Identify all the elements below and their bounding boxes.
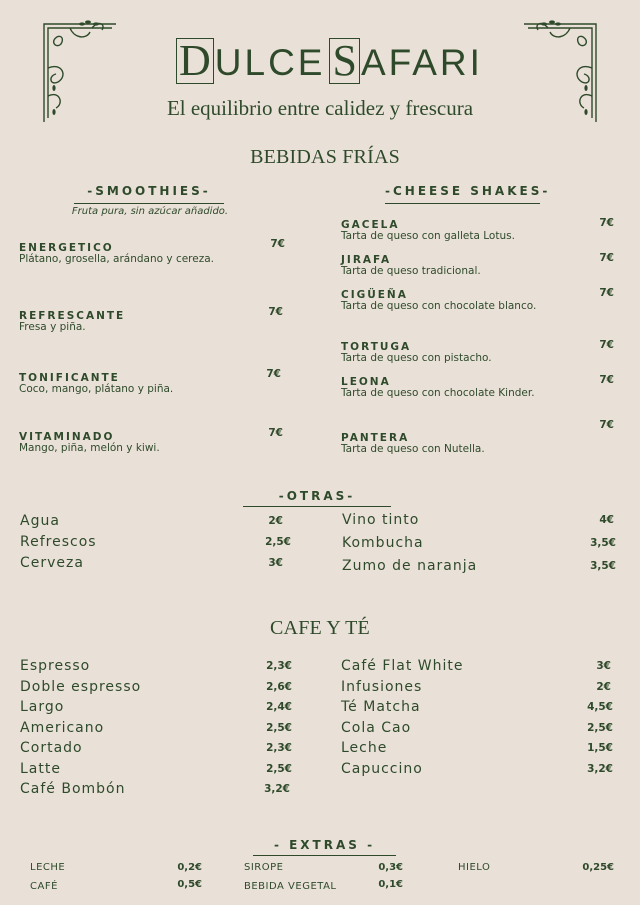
item-name: VITAMINADO	[19, 431, 115, 443]
row-price: 2,5€	[265, 536, 291, 548]
extras-underline	[253, 855, 396, 856]
cheese-shake-item	[341, 337, 614, 366]
item-description: Tarta de queso con galleta Lotus.	[341, 230, 515, 242]
cheese-shake-item	[341, 372, 614, 401]
item-price: 7€	[599, 217, 614, 229]
logo-text-dulce: ULCE	[214, 42, 326, 83]
item-name: REFRESCANTE	[19, 310, 126, 322]
row-name: Infusiones	[341, 678, 423, 695]
menu-row	[20, 760, 292, 781]
tagline: El equilibrio entre calidez y frescura	[166, 96, 474, 120]
row-price: 2,3€	[266, 742, 292, 754]
menu-row	[341, 739, 613, 760]
menu-row	[341, 719, 613, 740]
item-description: Fresa y piña.	[19, 321, 86, 333]
row-price: 2,5€	[587, 721, 613, 734]
item-description: Tarta de queso tradicional.	[341, 265, 481, 277]
row-price: 3,5€	[590, 537, 616, 549]
item-price: 7€	[599, 287, 614, 299]
row-name: Kombucha	[342, 535, 424, 551]
row-name: Café Bombón	[20, 781, 126, 797]
smoothie-item	[19, 368, 289, 397]
smoothie-item	[19, 238, 289, 267]
row-name: Americano	[20, 719, 105, 736]
logo-initial-d: D	[176, 38, 214, 84]
menu-row	[20, 780, 292, 801]
menu-row	[20, 554, 285, 575]
row-name: Café Flat White	[341, 658, 464, 674]
smoothie-item	[19, 306, 289, 335]
menu-row	[341, 657, 613, 678]
row-price: 3€	[268, 557, 283, 569]
row-name: Cerveza	[20, 555, 84, 571]
row-price: 2,5€	[266, 762, 292, 775]
row-name: Largo	[20, 699, 65, 715]
others-right-column	[342, 511, 616, 580]
smoothie-item	[19, 427, 289, 456]
menu-row	[342, 534, 616, 557]
cheese-shakes-underline	[385, 203, 540, 204]
menu-row	[342, 511, 616, 534]
smoothies-note: Fruta pura, sin azúcar añadido.	[71, 206, 229, 217]
item-description: Tarta de queso con Nutella.	[341, 443, 485, 455]
smoothies-heading: -SMOOTHIES-	[87, 184, 211, 198]
row-name: Té Matcha	[341, 699, 421, 715]
row-name: Agua	[20, 513, 60, 529]
logo-initial-s: S	[329, 38, 359, 84]
section-title-cold-drinks: BEBIDAS FRÍAS	[250, 146, 400, 168]
item-name: LEONA	[341, 376, 391, 388]
row-name: Capuccino	[341, 760, 423, 777]
item-price: 7€	[599, 252, 614, 264]
item-price: 7€	[266, 368, 281, 380]
cheese-shakes-heading: -CHEESE SHAKES-	[385, 184, 551, 198]
extra-price: 0,2€	[177, 862, 202, 873]
menu-row	[20, 657, 292, 678]
row-name: Vino tinto	[342, 512, 420, 528]
item-price: 7€	[599, 374, 614, 386]
extra-price: 0,3€	[378, 862, 403, 873]
others-left-column	[20, 512, 291, 575]
extra-price: 0,5€	[177, 879, 202, 890]
cheese-shake-item	[341, 419, 614, 457]
extra-price: 0,25€	[582, 862, 614, 873]
extra-name: CAFÉ	[30, 881, 58, 892]
brand-logo	[176, 32, 483, 85]
item-price: 7€	[599, 419, 614, 431]
row-price: 2,4€	[266, 701, 292, 713]
smoothies-underline	[74, 203, 224, 204]
row-price: 3,2€	[264, 783, 290, 795]
cheese-shake-item	[341, 215, 614, 244]
item-price: 7€	[268, 427, 283, 439]
row-price: 4,5€	[587, 701, 613, 713]
extra-name: BEBIDA VEGETAL	[244, 881, 337, 892]
row-price: 3€	[596, 660, 611, 672]
item-name: PANTERA	[341, 432, 410, 444]
extra-price: 0,1€	[378, 879, 403, 890]
item-description: Tarta de queso con chocolate Kinder.	[341, 387, 535, 399]
row-price: 2,5€	[266, 721, 292, 734]
row-name: Refrescos	[20, 534, 97, 550]
item-description: Coco, mango, plátano y piña.	[19, 383, 174, 395]
item-description: Mango, piña, melón y kiwi.	[19, 442, 160, 454]
row-name: Cortado	[20, 740, 83, 756]
item-price: 7€	[599, 339, 614, 351]
item-price: 7€	[268, 306, 283, 318]
item-name: CIGÜEÑA	[341, 289, 408, 301]
row-price: 1,5€	[587, 742, 613, 754]
row-price: 2,6€	[266, 680, 292, 693]
menu-row	[20, 533, 291, 554]
menu-row	[20, 512, 285, 533]
menu-row	[20, 739, 292, 760]
others-heading: -OTRAS-	[278, 489, 356, 503]
menu-row	[341, 698, 613, 719]
cheese-shake-item	[341, 250, 614, 279]
row-price: 3,5€	[590, 560, 616, 572]
row-name: Latte	[20, 760, 61, 777]
coffee-left-column	[20, 657, 292, 801]
row-price: 2€	[596, 680, 611, 693]
row-name: Cola Cao	[341, 719, 412, 736]
item-name: TONIFICANTE	[19, 372, 120, 384]
item-price: 7€	[270, 238, 285, 250]
menu-row	[341, 678, 613, 699]
item-name: ENERGETICO	[19, 242, 114, 254]
row-name: Zumo de naranja	[342, 558, 478, 574]
extras-heading: - EXTRAS -	[273, 838, 376, 852]
item-name: TORTUGA	[341, 341, 412, 353]
row-price: 2€	[268, 515, 283, 527]
menu-row	[20, 678, 292, 699]
item-name: JIRAFA	[341, 254, 392, 266]
logo-text-safari: AFARI	[360, 42, 483, 83]
extra-name: SIROPE	[244, 862, 284, 873]
item-description: Plátano, grosella, arándano y cereza.	[19, 253, 215, 265]
menu-row	[341, 760, 613, 781]
extra-name: LECHE	[30, 862, 66, 873]
extra-name: HIELO	[458, 862, 491, 873]
row-name: Leche	[341, 740, 388, 756]
row-name: Espresso	[20, 658, 91, 674]
row-name: Doble espresso	[20, 678, 142, 695]
item-description: Tarta de queso con pistacho.	[341, 352, 492, 364]
cheese-shake-item	[341, 285, 614, 314]
item-description: Tarta de queso con chocolate blanco.	[341, 300, 537, 312]
row-price: 4€	[599, 514, 614, 526]
row-price: 3,2€	[587, 762, 613, 775]
menu-row	[342, 557, 616, 580]
others-underline	[243, 506, 391, 507]
row-price: 2,3€	[266, 660, 292, 672]
menu-row	[20, 719, 292, 740]
section-title-coffee-tea: CAFE Y TÉ	[270, 617, 370, 639]
item-name: GACELA	[341, 219, 400, 231]
coffee-right-column	[341, 657, 613, 780]
menu-row	[20, 698, 292, 719]
